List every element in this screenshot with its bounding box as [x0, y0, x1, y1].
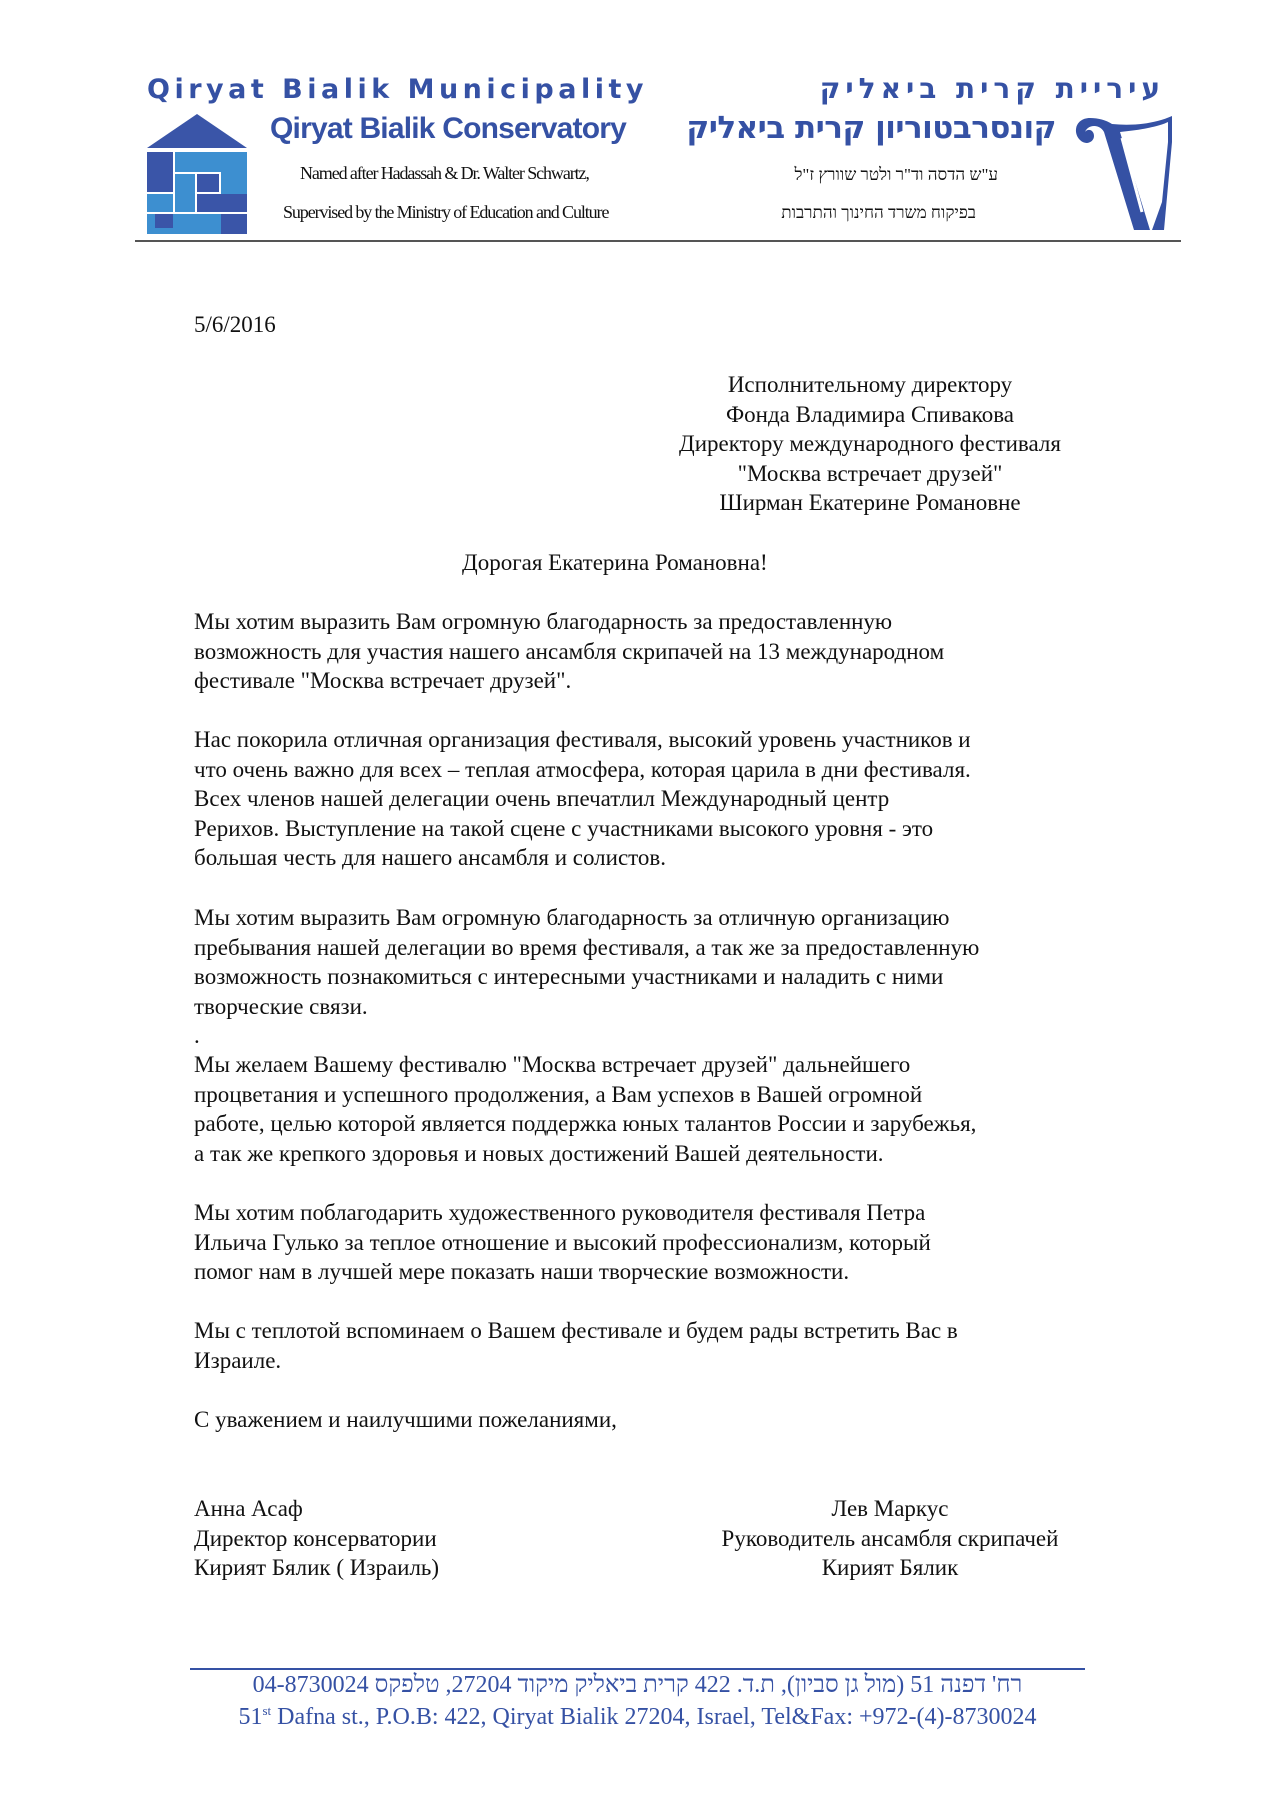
text-line: Рерихов. Выступление на такой сцене с участниками высокого уровня - это	[194, 815, 934, 841]
text-line: .	[194, 1023, 200, 1049]
text-line: что очень важно для всех – теплая атмосфера, которая царила в дни фестиваля.	[194, 756, 971, 782]
signer-name: Лев Маркус	[831, 1496, 949, 1521]
paragraph-1	[194, 607, 944, 696]
text-line: Ильича Гулько за теплое отношение и высокий профессионализм, который	[194, 1229, 931, 1255]
named-after-en: Named after Hadassah & Dr. Walter Schwartz,	[300, 163, 589, 183]
letter-date: 5/6/2016	[194, 312, 276, 337]
closing	[194, 1405, 617, 1435]
conservatory-name-he: קונסרבטוריון קרית ביאליק	[686, 110, 1056, 146]
paragraph-2	[194, 725, 971, 873]
text-line: Мы желаем Вашему фестивалю "Москва встречает друзей" дальнейшего	[194, 1052, 911, 1077]
text-line: процветания и успешного продолжения, а Вам успехов в Вашей огромной	[194, 1081, 923, 1107]
footer-divider	[190, 1668, 1085, 1670]
municipality-name-he: עיריית קרית ביאליק	[819, 72, 1165, 105]
text-line: Всех членов нашей делегации очень впечатлил Международный центр	[194, 786, 890, 812]
addressee-line: "Москва встречает друзей"	[737, 460, 1003, 486]
signer-location: Кирият Бялик ( Израиль)	[194, 1555, 440, 1581]
named-after-he: ע"ש הדסה וד"ר ולטר שוורץ ז"ל	[794, 165, 998, 184]
text-line: пребывания нашей делегации во время фестиваля, а так же за предоставленную	[194, 934, 980, 960]
text-line: творческие связи.	[194, 993, 368, 1019]
text-line: Израиле.	[194, 1347, 282, 1373]
house-logo-icon	[147, 114, 247, 234]
text-line: помог нам в лучшей мере показать наши творческие возможности.	[194, 1259, 850, 1285]
harp-logo-icon	[1072, 112, 1172, 232]
footer-street-number: 51	[238, 1704, 263, 1730]
paragraph-6	[194, 1316, 958, 1375]
text-line: а так же крепкого здоровья и новых достижений Вашей деятельности.	[194, 1140, 884, 1166]
signer-name: Анна Асаф	[194, 1496, 303, 1521]
text-line: С уважением и наилучшими пожеланиями,	[194, 1407, 617, 1432]
addressee-line: Ширман Екатерине Романовне	[719, 490, 1021, 516]
header-divider	[135, 240, 1181, 242]
text-line: фестивале "Москва встречает друзей".	[194, 668, 572, 694]
conservatory-name-en: Qiryat Bialik Conservatory	[270, 112, 627, 145]
signer-title: Руководитель ансамбля скрипачей	[721, 1525, 1059, 1551]
text-line: работе, целью которой является поддержка юных талантов России и зарубежья,	[194, 1111, 977, 1137]
text-line: Нас покорила отличная организация фестиваля, высокий уровень участников и	[194, 727, 971, 752]
footer-address-text: Dafna st., P.O.B: 422, Qiryat Bialik 27204, Israel, Tel&Fax: +972-(4)-8730024	[271, 1704, 1037, 1730]
supervised-en: Supervised by the Ministry of Education and Culture	[283, 202, 609, 222]
paragraph-4	[194, 1050, 976, 1168]
addressee-line: Директору международного фестиваля	[679, 431, 1061, 457]
text-line: большая честь для нашего ансамбля и солистов.	[194, 845, 667, 871]
municipality-name-en: Qiryat Bialik Municipality	[147, 74, 648, 105]
addressee-line: Фонда Владимира Спивакова	[726, 401, 1014, 427]
text-line: Мы с теплотой вспоминаем о Вашем фестивале и будем рады встретить Вас в	[194, 1318, 958, 1343]
greeting: Дорогая Екатерина Романовна!	[462, 550, 768, 575]
text-line: Мы хотим выразить Вам огромную благодарность за отличную организацию	[194, 905, 950, 930]
addressee-line: Исполнительному директору	[727, 372, 1013, 397]
footer-address-he: רח' דפנה 51 (מול גן סביון), ת.ד. 422 קרית ביאליק מיקוד 27204, טלפקס 04-8730024	[252, 1672, 1023, 1698]
text-line: Мы хотим поблагодарить художественного руководителя фестиваля Петра	[194, 1200, 926, 1225]
addressee-block	[650, 370, 1090, 518]
footer-address-en	[190, 1703, 1085, 1731]
text-line: возможность познакомиться с интересными участниками и наладить с ними	[194, 964, 944, 990]
paragraph-3	[194, 903, 979, 1051]
paragraph-5	[194, 1198, 931, 1287]
text-line: возможность для участия нашего ансамбля скрипачей на 13 международном	[194, 638, 945, 664]
signature-left	[194, 1494, 439, 1583]
footer-ordinal: st	[262, 1703, 272, 1718]
signer-title: Директор консерватории	[194, 1525, 437, 1551]
text-line: Мы хотим выразить Вам огромную благодарность за предоставленную	[194, 609, 893, 634]
signature-right	[690, 1494, 1090, 1583]
supervised-he: בפיקוח משרד החינוך והתרבות	[781, 203, 976, 222]
signer-location: Кирият Бялик	[821, 1555, 959, 1581]
